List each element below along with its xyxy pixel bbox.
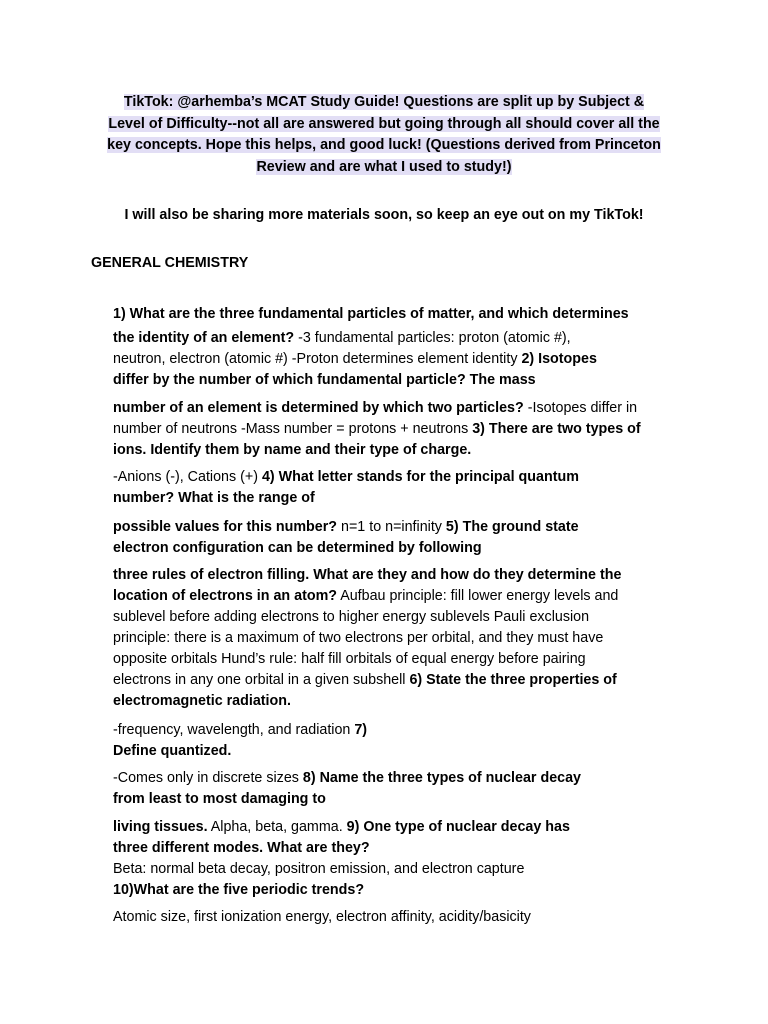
a1-continued: neutron, electron (atomic #) -Proton determines element identity bbox=[113, 351, 522, 367]
q3-line: ions. Identify them by name and their type of charge. bbox=[113, 442, 472, 458]
question-block-4 bbox=[113, 517, 683, 559]
a7-text: -Comes only in discrete sizes bbox=[113, 770, 303, 786]
a5-line-6: electrons in any one orbital in a given subshell bbox=[113, 672, 410, 688]
q6-start: 6) State the three properties of bbox=[409, 672, 617, 688]
materials-note: I will also be sharing more materials soon, so keep an eye out on my TikTok! bbox=[124, 207, 644, 223]
answer-block-10 bbox=[113, 907, 683, 928]
q5-continued: three rules of electron filling. What are they and how do they determine the bbox=[113, 567, 622, 583]
a5-line-3: sublevel before adding electrons to higher energy sublevels Pauli exclusion bbox=[113, 609, 590, 625]
a5-line-5: opposite orbitals Hund’s rule: half fill orbitals of equal energy before pairing bbox=[113, 651, 586, 667]
intro-line-2: Level of Difficulty--not all are answered but going through all should cover all the bbox=[108, 115, 660, 132]
question-block-6 bbox=[113, 720, 683, 762]
a5-line-4: principle: there is a maximum of two electrons per orbital, and they must have bbox=[113, 630, 604, 646]
q7-line: Define quantized. bbox=[113, 743, 232, 759]
question-block-8 bbox=[113, 817, 683, 901]
q3-start: 3) There are two types of bbox=[472, 421, 641, 437]
q5-line: electron configuration can be determined by following bbox=[113, 540, 482, 556]
q6-line: electromagnetic radiation. bbox=[113, 693, 291, 709]
q9-start: 9) One type of nuclear decay has bbox=[346, 819, 570, 835]
q2-continued: number of an element is determined by which two particles? bbox=[113, 400, 524, 416]
q1-continued: the identity of an element? bbox=[113, 330, 295, 346]
question-block-3 bbox=[113, 467, 683, 509]
a4-text: n=1 to n=infinity bbox=[337, 519, 446, 535]
q4-line: number? What is the range of bbox=[113, 490, 315, 506]
a8-text: Alpha, beta, gamma. bbox=[207, 819, 347, 835]
question-block-5 bbox=[113, 565, 683, 712]
question-block-1b bbox=[113, 349, 683, 391]
question-block-2 bbox=[113, 398, 683, 461]
q4-continued: possible values for this number? bbox=[113, 519, 338, 535]
intro-paragraph bbox=[80, 92, 688, 178]
a1-text: -3 fundamental particles: proton (atomic #), bbox=[294, 330, 571, 346]
q5-end: location of electrons in an atom? bbox=[113, 588, 338, 604]
q4-start: 4) What letter stands for the principal quantum bbox=[261, 469, 579, 485]
a3-text: -Anions (-), Cations (+) bbox=[113, 469, 262, 485]
intro-line-3: key concepts. Hope this helps, and good luck! (Questions derived from Princeton bbox=[107, 137, 661, 153]
a2-continued: number of neutrons -Mass number = protons + neutrons bbox=[113, 421, 473, 437]
intro-line-1: TikTok: @arhemba’s MCAT Study Guide! Questions are split up by Subject & bbox=[123, 94, 645, 110]
a9-text: Beta: normal beta decay, positron emission, and electron capture bbox=[113, 861, 525, 877]
a10-text: Atomic size, first ionization energy, electron affinity, acidity/basicity bbox=[113, 909, 531, 925]
q1-line: 1) What are the three fundamental particles of matter, and which determines bbox=[113, 306, 629, 322]
q8-continued: living tissues. bbox=[113, 819, 208, 835]
a6-text: -frequency, wavelength, and radiation bbox=[113, 722, 355, 738]
q2-line: differ by the number of which fundamental particle? The mass bbox=[113, 372, 536, 388]
intro-line-4: Review and are what I used to study!) bbox=[256, 158, 512, 175]
question-block-1 bbox=[113, 302, 683, 350]
q10-line: 10)What are the five periodic trends? bbox=[113, 882, 365, 898]
q5-start: 5) The ground state bbox=[445, 519, 579, 535]
a5-text: Aufbau principle: fill lower energy levels and bbox=[337, 588, 619, 604]
question-block-7 bbox=[113, 768, 683, 810]
q9-line: three different modes. What are they? bbox=[113, 840, 370, 856]
q8-line: from least to most damaging to bbox=[113, 791, 326, 807]
section-heading: GENERAL CHEMISTRY bbox=[91, 255, 249, 271]
q8-start: 8) Name the three types of nuclear decay bbox=[302, 770, 582, 786]
q2-start: 2) Isotopes bbox=[521, 351, 597, 367]
q7-start: 7) bbox=[354, 722, 368, 738]
a2-text: -Isotopes differ in bbox=[523, 400, 638, 416]
